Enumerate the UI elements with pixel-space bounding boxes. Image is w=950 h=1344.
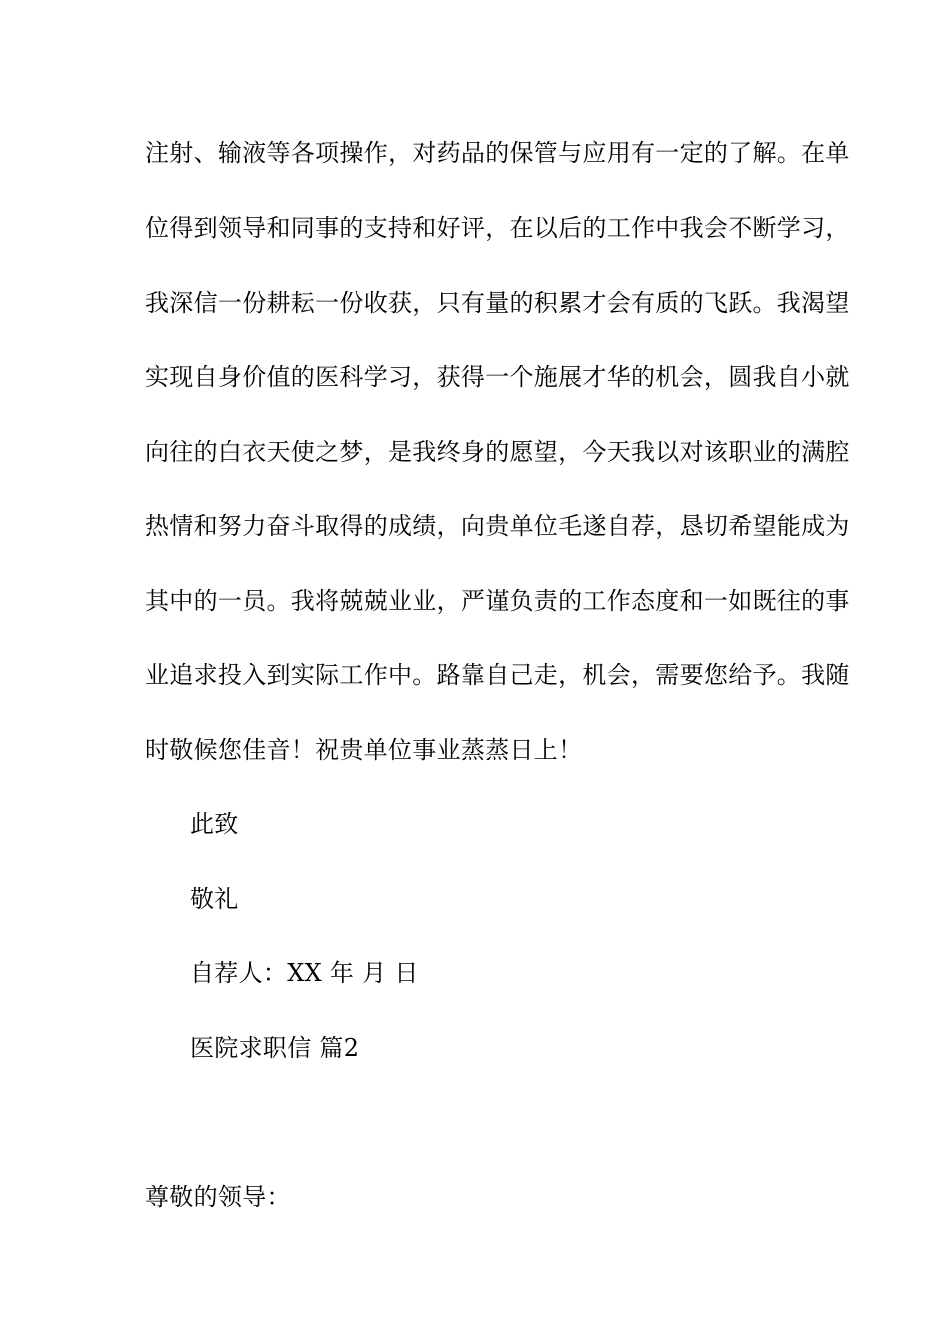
paragraph-line: 注射、输液等各项操作，对药品的保管与应用有一定的了解。在单 <box>145 139 850 167</box>
paragraph-line: 实现自身价值的医科学习，获得一个施展才华的机会，圆我自小就 <box>145 363 850 391</box>
paragraph-line: 热情和努力奋斗取得的成绩，向贵单位毛遂自荐，恳切希望能成为 <box>145 512 850 540</box>
paragraph-line: 业追求投入到实际工作中。路靠自己走，机会，需要您给予。我随 <box>145 661 850 689</box>
paragraph-line: 我深信一份耕耘一份收获，只有量的积累才会有质的飞跃。我渴望 <box>145 289 850 317</box>
salutation: 尊敬的领导： <box>145 1183 291 1211</box>
closing-salute: 敬礼 <box>190 885 239 913</box>
section-title: 医院求职信 篇2 <box>190 1034 360 1062</box>
paragraph-line: 向往的白衣天使之梦，是我终身的愿望，今天我以对该职业的满腔 <box>145 438 850 466</box>
paragraph-line: 其中的一员。我将兢兢业业，严谨负责的工作态度和一如既往的事 <box>145 587 850 615</box>
closing-line: 此致 <box>190 810 239 838</box>
paragraph-line: 位得到领导和同事的支持和好评，在以后的工作中我会不断学习， <box>145 214 850 242</box>
paragraph-line: 时敬候您佳音！祝贵单位事业蒸蒸日上！ <box>145 736 583 764</box>
signature-line: 自荐人：XX 年 月 日 <box>190 959 419 987</box>
